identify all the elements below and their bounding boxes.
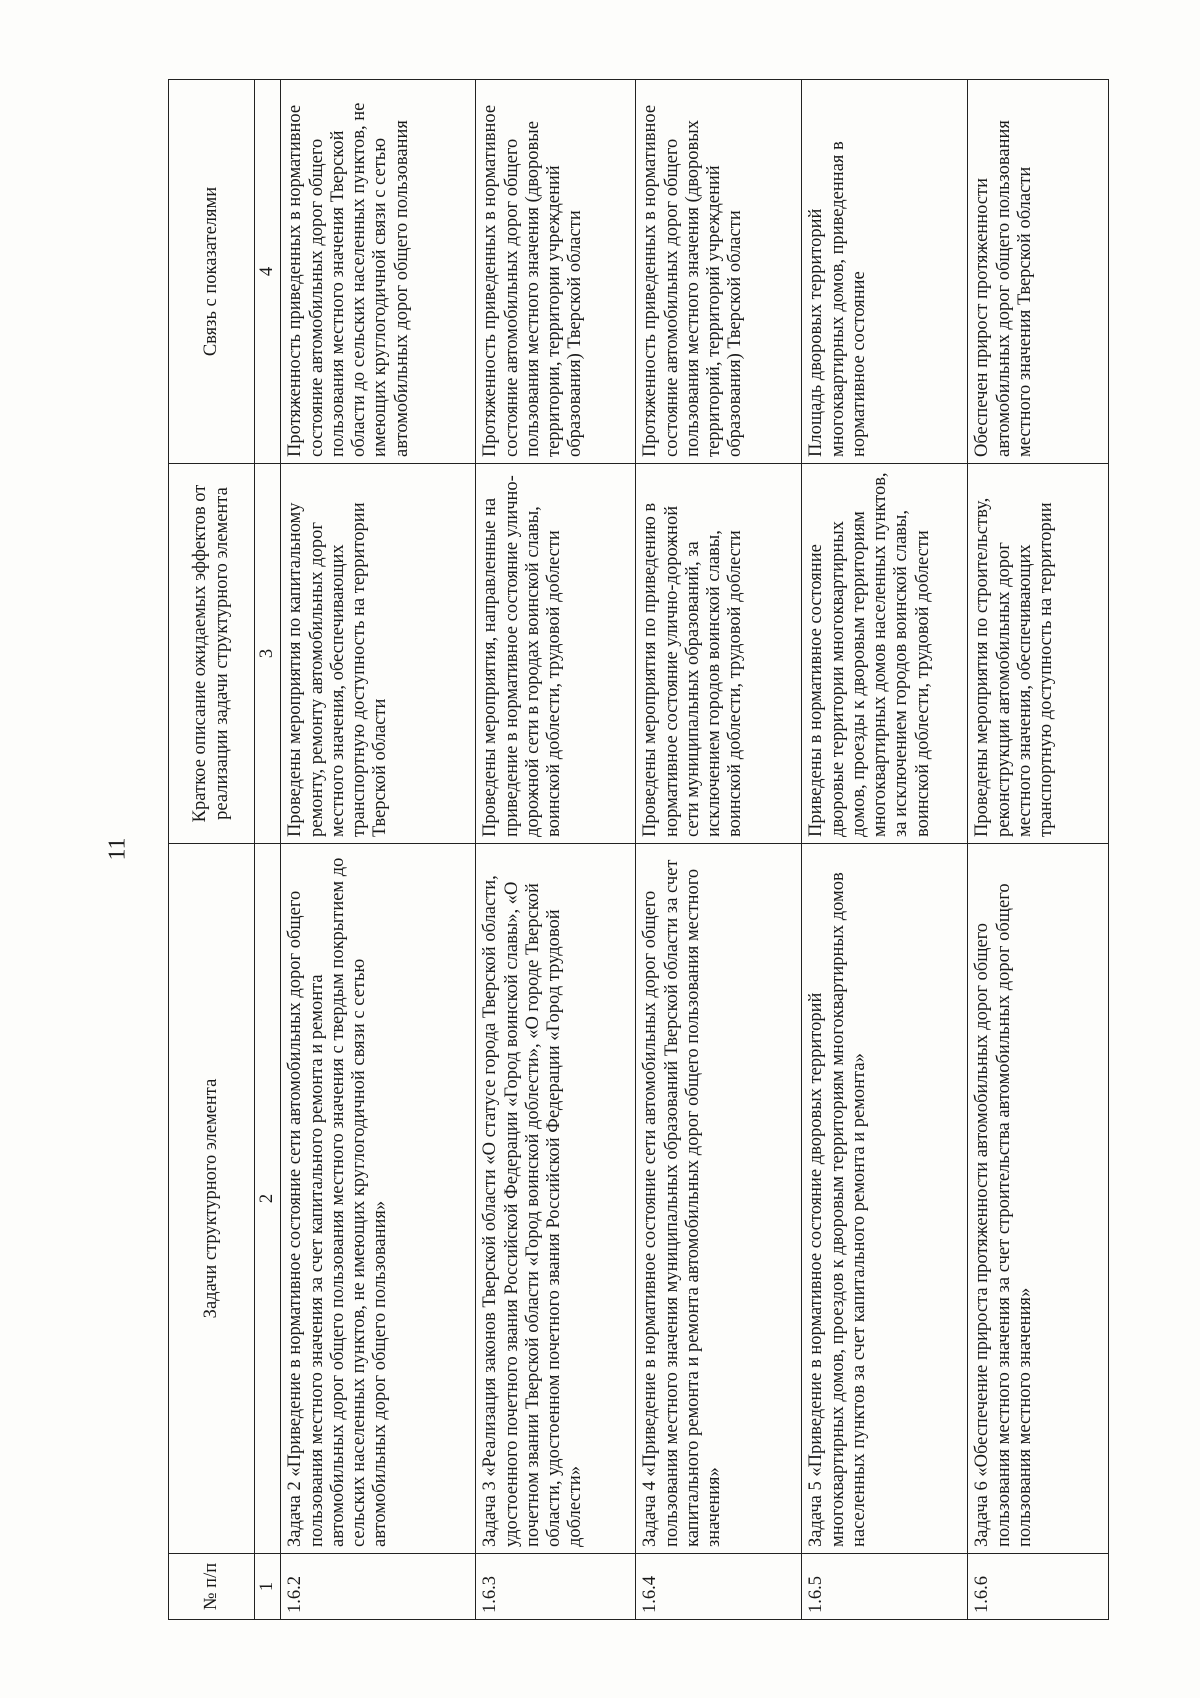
- header-effect: Краткое описание ожидаемых эффектов от реализации задачи структурного элемента: [169, 464, 255, 844]
- table-row: [636, 80, 802, 1620]
- row-num: 1.6.5: [802, 1554, 968, 1620]
- row-link: Обеспечен прирост протяженности автомобильных дорог общего пользования местного значения Тверской области: [968, 80, 1109, 464]
- structural-element-tasks-table: [168, 79, 1109, 1620]
- column-number: 2: [255, 844, 281, 1554]
- row-effect: Проведены мероприятия по приведению в нормативное состояние улично-дорожной сети муниципальных образований, за исключением городов воинской славы, воинской доблести, трудовой доблести: [636, 464, 802, 844]
- row-task: Задача 3 «Реализация законов Тверской области «О статусе города Тверской области, удостоенного почетного звания Российской Федерации «Город воинской славы», «О почетном звании Тверской области «Город воинской доблести», «О городе Тверской области, удостоенном почетного звания Российской Федерации «Город трудовой доблести»: [476, 844, 636, 1554]
- column-number: 1: [255, 1554, 281, 1620]
- table-header-row: [169, 80, 255, 1620]
- row-task: Задача 2 «Приведение в нормативное состояние сети автомобильных дорог общего пользования местного значения за счет капитального ремонта и ремонта автомобильных дорог общего пользования местного значения с твердым покрытием до сельских населенных пунктов, не имеющих круглогодичной связи с сетью автомобильных дорог общего пользования»: [281, 844, 476, 1554]
- row-effect: Проведены мероприятия по строительству, реконструкции автомобильных дорог местного значения, обеспечивающих транспортную доступность на территории: [968, 464, 1109, 844]
- row-link: Протяженность приведенных в нормативное состояние автомобильных дорог общего пользования местного значения Тверской области до сельских населенных пунктов, не имеющих круглогодичной связи с сетью автомобильных дорог общего пользования: [281, 80, 476, 464]
- row-effect: Приведены в нормативное состояние дворовые территории многоквартирных домов, проезды к дворовым территориям многоквартирных домов населенных пунктов, за исключением городов воинской славы, воинской доблести, трудовой доблести: [802, 464, 968, 844]
- table-row: [476, 80, 636, 1620]
- row-num: 1.6.6: [968, 1554, 1109, 1620]
- table-row: [802, 80, 968, 1620]
- row-task: Задача 6 «Обеспечение прироста протяженности автомобильных дорог общего пользования местного значения за счет строительства автомобильных дорог общего пользования местного значения»: [968, 844, 1109, 1554]
- row-task: Задача 5 «Приведение в нормативное состояние дворовых территорий многоквартирных домов, проездов к дворовым территориям многоквартирных домов населенных пунктов за счет капитального ремонта и ремонта»: [802, 844, 968, 1554]
- header-task: Задачи структурного элемента: [169, 844, 255, 1554]
- rotated-table-sheet: [168, 80, 1108, 1620]
- header-link: Связь с показателями: [169, 80, 255, 464]
- column-number: 3: [255, 464, 281, 844]
- row-link: Протяженность приведенных в нормативное состояние автомобильных дорог общего пользования местного значения (дворовых территорий, территорий учреждений образования) Тверской области: [636, 80, 802, 464]
- row-num: 1.6.4: [636, 1554, 802, 1620]
- row-link: Протяженность приведенных в нормативное состояние автомобильных дорог общего пользования местного значения (дворовые территории, территории учреждений образования) Тверской области: [476, 80, 636, 464]
- column-number: 4: [255, 80, 281, 464]
- row-task: Задача 4 «Приведение в нормативное состояние сети автомобильных дорог общего пользования местного значения муниципальных образований Тверской области за счет капитального ремонта и ремонта автомобильных дорог общего пользования местного значения»: [636, 844, 802, 1554]
- row-num: 1.6.2: [281, 1554, 476, 1620]
- table-row: [968, 80, 1109, 1620]
- header-num: № п/п: [169, 1554, 255, 1620]
- row-link: Площадь дворовых территорий многоквартирных домов, приведенная в нормативное состояние: [802, 80, 968, 464]
- column-number-row: [255, 80, 281, 1620]
- row-effect: Проведены мероприятия по капитальному ремонту, ремонту автомобильных дорог местного значения, обеспечивающих транспортную доступность на территории Тверской области: [281, 464, 476, 844]
- row-num: 1.6.3: [476, 1554, 636, 1620]
- table-row: [281, 80, 476, 1620]
- row-effect: Проведены мероприятия, направленные на приведение в нормативное состояние улично-дорожной сети в городах воинской славы, воинской доблести, трудовой доблести: [476, 464, 636, 844]
- page-number: 11: [104, 837, 131, 861]
